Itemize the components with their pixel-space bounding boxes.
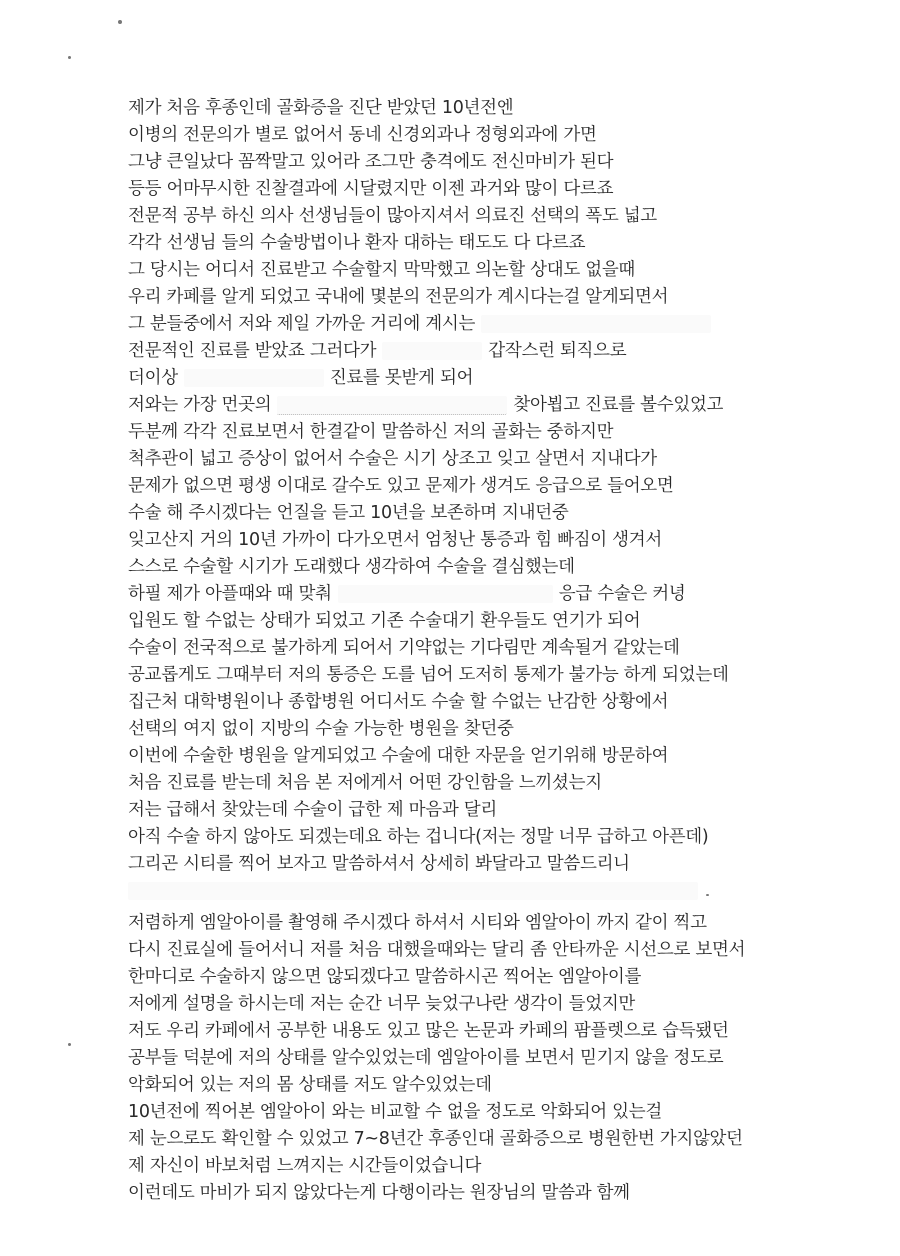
text-line: 저는 급해서 찾았는데 수술이 급한 제 마음과 달리 xyxy=(128,800,497,820)
redaction-box xyxy=(382,342,482,360)
redaction-box xyxy=(277,396,507,415)
text-line: 그냥 큰일났다 꼼짝말고 있어라 조그만 충격에도 전신마비가 된다 xyxy=(128,152,614,172)
text-line: 공부들 덕분에 저의 상태를 알수있었는데 엠알아이를 보면서 믿기지 않을 정도로 xyxy=(128,1048,724,1068)
redaction-box xyxy=(481,315,711,333)
text-line: 각각 선생님 들의 수술방법이나 환자 대하는 태도도 다 다르죠 xyxy=(128,233,586,253)
text-line: 그리곤 시티를 찍어 보자고 말씀하셔서 상세히 봐달라고 말씀드리니 xyxy=(128,854,630,874)
redaction-box xyxy=(128,882,698,900)
text-line: 한마디로 수술하지 않으면 않되겠다고 말씀하시곤 찍어논 엠알아이를 xyxy=(128,967,642,987)
scan-speck xyxy=(706,894,709,896)
text-line: 공교롭게도 그때부터 저의 통증은 도를 넘어 도저히 통제가 불가능 하게 되었는데 xyxy=(128,665,729,685)
text-line: 더이상 진료를 못받게 되어 xyxy=(128,368,474,388)
text-line: 10년전에 찍어본 엠알아이 와는 비교할 수 없을 정도로 악화되어 있는걸 xyxy=(128,1102,662,1122)
text-line: 두분께 각각 진료보면서 한결같이 말씀하신 저의 골화는 중하지만 xyxy=(128,422,614,442)
text-line: 이번에 수술한 병원을 알게되었고 수술에 대한 자문을 얻기위해 방문하여 xyxy=(128,746,669,766)
text-line: 제 눈으로도 확인할 수 있었고 7~8년간 후종인대 골화증으로 병원한번 가지않았던 xyxy=(128,1129,743,1149)
text-line: 저렴하게 엠알아이를 촬영해 주시겠다 하셔서 시티와 엠알아이 까지 같이 찍고 xyxy=(128,913,707,933)
text-line: 아직 수술 하지 않아도 되겠는데요 하는 겁니다(저는 정말 너무 급하고 아픈데) xyxy=(128,827,709,847)
text-line: 입원도 할 수없는 상태가 되었고 기존 수술대기 환우들도 연기가 되어 xyxy=(128,611,641,631)
text-line: 전문적 공부 하신 의사 선생님들이 많아지셔서 의료진 선택의 폭도 넓고 xyxy=(128,206,657,226)
text-line: 선택의 여지 없이 지방의 수술 가능한 병원을 찾던중 xyxy=(128,719,514,739)
text-line: 그 당시는 어디서 진료받고 수술할지 막막했고 의논할 상대도 없을때 xyxy=(128,260,636,280)
text-line: 제 자신이 바보처럼 느껴지는 시간들이었습니다 xyxy=(128,1156,482,1176)
text-line: 저도 우리 카페에서 공부한 내용도 있고 많은 논문과 카페의 팜플렛으로 습득됐던 xyxy=(128,1021,729,1041)
text-line: 악화되어 있는 저의 몸 상태를 저도 알수있었는데 xyxy=(128,1075,492,1095)
text-line: 잊고산지 거의 10년 가까이 다가오면서 엄청난 통증과 힘 빠짐이 생겨서 xyxy=(128,530,662,550)
text-line: 하필 제가 아플때와 때 맞춰 응급 수술은 커녕 xyxy=(128,584,686,604)
text-line: 전문적인 진료를 받았죠 그러다가 갑작스런 퇴직으로 xyxy=(128,341,627,361)
scan-speck xyxy=(68,56,71,59)
text-line: 그 분들중에서 저와 제일 가까운 거리에 계시는 xyxy=(128,313,717,335)
text-line: 제가 처음 후종인데 골화증을 진단 받았던 10년전엔 xyxy=(128,98,514,118)
text-line xyxy=(128,880,704,902)
scan-speck xyxy=(68,1043,71,1046)
text-line: 우리 카페를 알게 되었고 국내에 몇분의 전문의가 계시다는걸 알게되면서 xyxy=(128,287,669,307)
text-line: 스스로 수술할 시기가 도래했다 생각하여 수술을 결심했는데 xyxy=(128,557,575,577)
text-line: 처음 진료를 받는데 처음 본 저에게서 어떤 강인함을 느끼셨는지 xyxy=(128,773,602,793)
text-line: 척추관이 넓고 증상이 없어서 수술은 시기 상조고 잊고 살면서 지내다가 xyxy=(128,449,657,469)
text-line: 등등 어마무시한 진찰결과에 시달렸지만 이젠 과거와 많이 다르죠 xyxy=(128,179,614,199)
text-line: 집근처 대학병원이나 종합병원 어디서도 수술 할 수없는 난감한 상황에서 xyxy=(128,692,669,712)
text-line: 이병의 전문의가 별로 없어서 동네 신경외과나 정형외과에 가면 xyxy=(128,125,597,145)
scan-speck xyxy=(118,20,122,24)
text-line: 저에게 설명을 하시는데 저는 순간 너무 늦었구나란 생각이 들었지만 xyxy=(128,994,636,1014)
text-line: 저와는 가장 먼곳의 찾아뵙고 진료를 볼수있었고 xyxy=(128,395,724,415)
text-line: 문제가 없으면 평생 이대로 갈수도 있고 문제가 생겨도 응급으로 들어오면 xyxy=(128,476,674,496)
redaction-box xyxy=(184,369,324,387)
redaction-box xyxy=(338,585,553,603)
text-line: 수술이 전국적으로 불가하게 되어서 기약없는 기다림만 계속될거 같았는데 xyxy=(128,638,680,658)
text-line: 수술 해 주시겠다는 언질을 듣고 10년을 보존하며 지내던중 xyxy=(128,503,569,523)
text-line: 다시 진료실에 들어서니 저를 처음 대했을때와는 달리 좀 안타까운 시선으로 보면서 xyxy=(128,940,746,960)
text-line: 이런데도 마비가 되지 않았다는게 다행이라는 원장님의 말씀과 함께 xyxy=(128,1183,630,1203)
